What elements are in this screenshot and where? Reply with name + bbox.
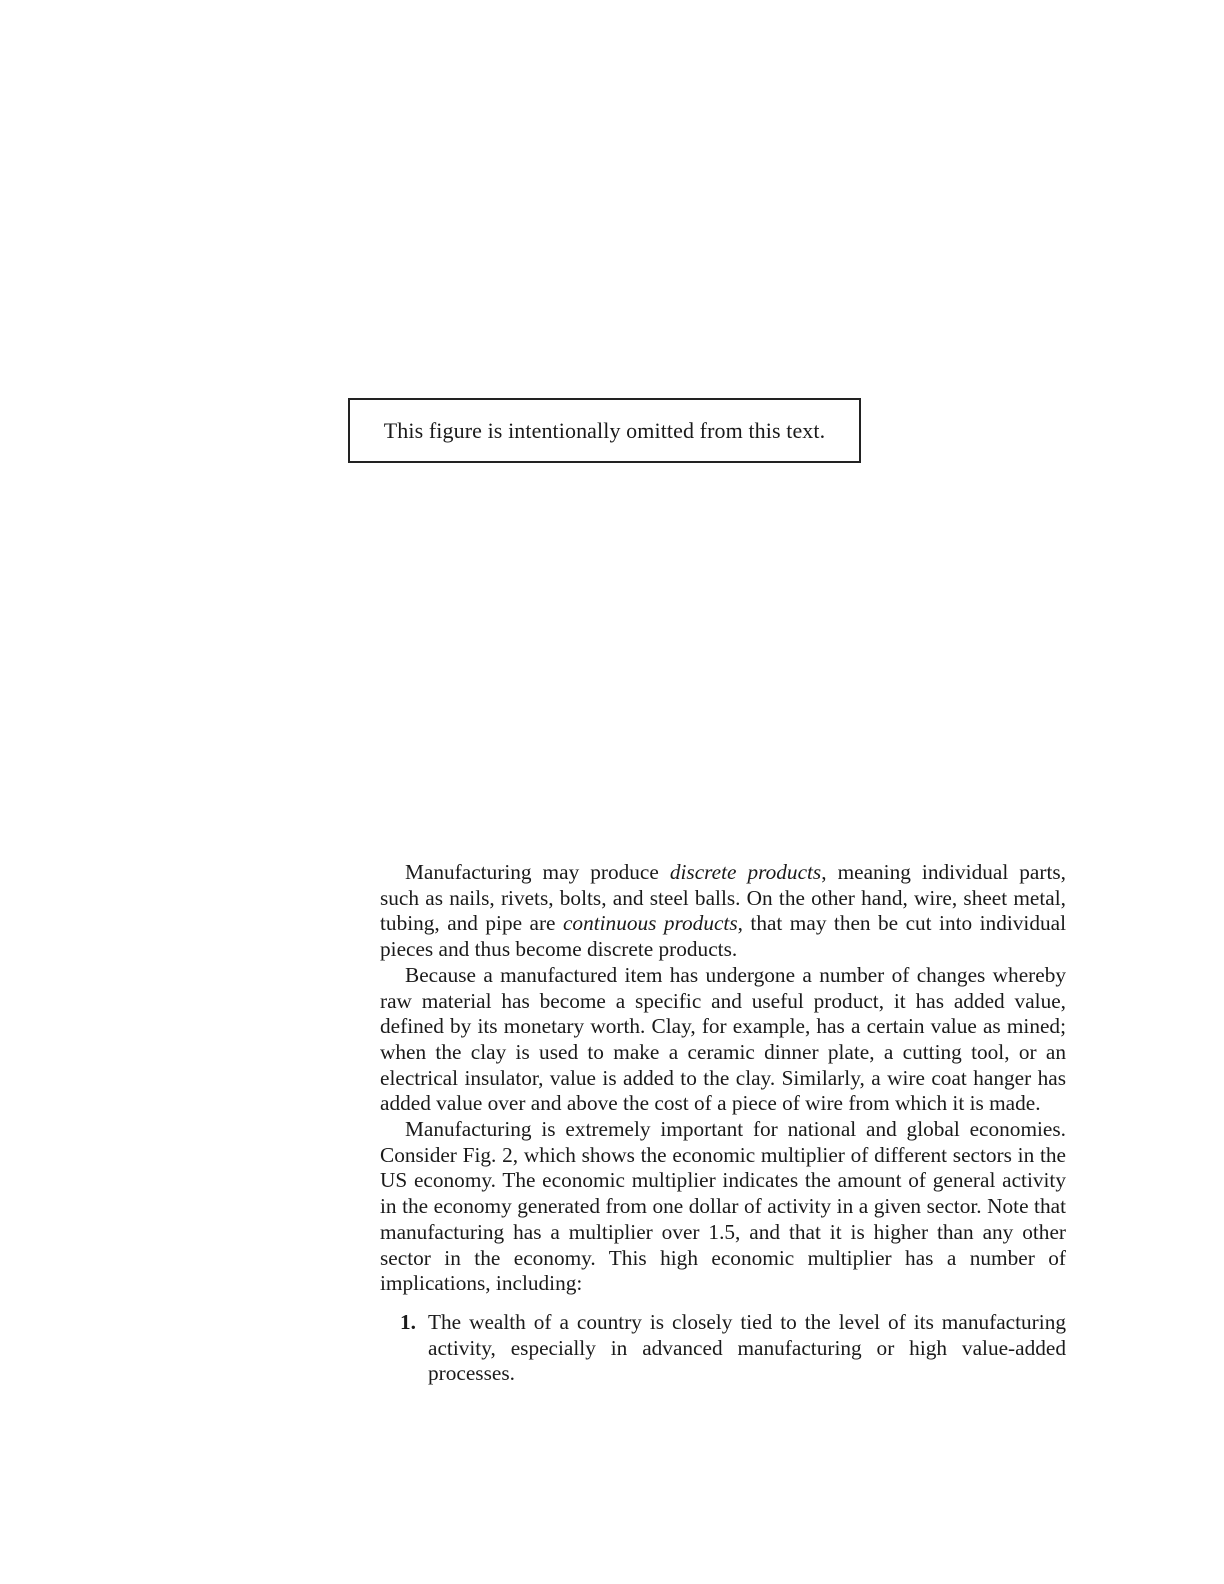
list-item-text: The wealth of a country is closely tied to the level of its manufacturing activity, especially in advanced manufacturing or high value-added processes. [428,1309,1066,1386]
body-text [380,860,1066,1387]
paragraph-discrete-continuous [380,860,1066,963]
paragraph-added-value: Because a manufactured item has undergone a number of changes whereby raw material has become a specific and useful product, it has added value, defined by its monetary worth. Clay, for example, has a certain value as mined; when the clay is used to make a ceramic dinner plate, a cutting tool, or an electrical insulator, value is added to the clay. Similarly, a wire coat hanger has added value over and above the cost of a piece of wire from which it is made. [380,962,1066,1116]
paragraph-economic-multiplier: Manufacturing is extremely important for national and global economies. Consider Fig. 2, which shows the economic multiplier of different sectors in the US economy. The economic multiplier indicates the amount of general activity in the economy generated from one dollar of activity in a given sector. Note that manufacturing has a multiplier over 1.5, and that it is higher than any other sector in the economy. This high economic multiplier has a number of implications, including: [380,1117,1066,1296]
term-discrete-products: discrete products [669,860,822,884]
list-item-number: 1. [400,1309,416,1334]
term-continuous-products: continuous products [562,911,738,936]
paragraph-text: , that may then be cut into individual pieces and thus become discrete products. [380,911,1066,962]
figure-placeholder-text: This figure is intentionally omitted from this text. [383,417,826,443]
paragraph-text: Manufacturing may produce [405,860,670,884]
list-item [380,1310,1066,1387]
paragraph-text: , meaning individual parts, such as nails, rivets, bolts, and steel balls. On the other hand, wire, sheet metal, tubing, and pipe are [380,860,1066,936]
figure-placeholder [348,398,861,463]
implications-list [380,1310,1066,1387]
